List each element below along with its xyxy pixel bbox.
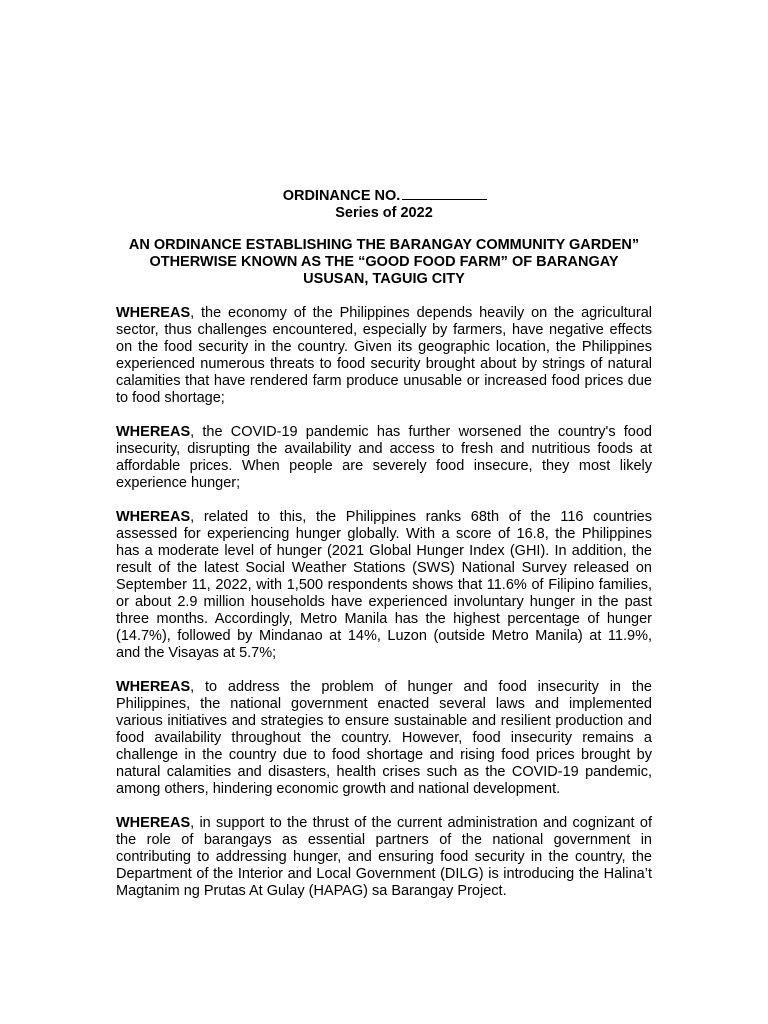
whereas-paragraph-2	[116, 424, 652, 492]
whereas-text: , related to this, the Philippines ranks 68th of the 116 countries assessed for experiencing hunger globally. With a score of 16.8, the Philippines has a moderate level of hunger (2021 Global Hunger Index (GHI). In addition, the result of the latest Social Weather Stations (SWS) National Survey released on September 11, 2022, with 1,500 respondents shows that 11.6% of Filipino families, or about 2.9 million households have experienced involuntary hunger in the past three months. Accordingly, Metro Manila has the highest percentage of hunger (14.7%), followed by Mindanao at 14%, Luzon (outside Metro Manila) at 11.9%, and the Visayas at 5.7%;	[116, 509, 652, 661]
whereas-paragraph-4	[116, 679, 652, 798]
whereas-paragraph-5	[116, 815, 652, 900]
ordinance-number-blank	[402, 186, 487, 200]
whereas-lead: WHEREAS	[116, 679, 191, 695]
whereas-lead: WHEREAS	[116, 424, 191, 440]
ordinance-body	[116, 305, 652, 917]
ordinance-title: AN ORDINANCE ESTABLISHING THE BARANGAY COMMUNITY GARDEN” OTHERWISE KNOWN AS THE “GOOD FOOD FARM” OF BARANGAY USUSAN, TAGUIG CITY	[128, 237, 640, 287]
whereas-text: , to address the problem of hunger and food insecurity in the Philippines, the national government enacted several laws and implemented various initiatives and strategies to ensure sustainable and resilient production and food availability throughout the country. However, food insecurity remains a challenge in the country due to food shortage and rising food prices brought by natural calamities and disasters, health crises such as the COVID-19 pandemic, among others, hindering economic growth and national development.	[116, 679, 652, 797]
whereas-paragraph-1	[116, 305, 652, 407]
ordinance-header	[0, 186, 768, 222]
whereas-lead: WHEREAS	[116, 305, 191, 321]
ordinance-number-label: ORDINANCE NO.	[282, 188, 401, 204]
whereas-lead: WHEREAS	[116, 815, 191, 831]
whereas-lead: WHEREAS	[116, 509, 191, 525]
whereas-text: , the COVID-19 pandemic has further worsened the country's food insecurity, disrupting the availability and access to fresh and nutritious foods at affordable prices. When people are severely food insecure, they most likely experience hunger;	[116, 424, 652, 491]
whereas-paragraph-3	[116, 509, 652, 662]
ordinance-number-line	[1, 186, 768, 205]
series-line: Series of 2022	[335, 205, 433, 221]
whereas-text: , in support to the thrust of the current administration and cognizant of the role of barangays as essential partners of the national government in contributing to addressing hunger, and ensuring food security in the country, the Department of the Interior and Local Government (DILG) is introducing the Halina’t Magtanim ng Prutas At Gulay (HAPAG) sa Barangay Project.	[116, 815, 652, 899]
whereas-text: , the economy of the Philippines depends heavily on the agricultural sector, thus challenges encountered, especially by farmers, have negative effects on the food security in the country. Given its geographic location, the Philippines experienced numerous threats to food security brought about by strings of natural calamities that have rendered farm produce unusable or increased food prices due to food shortage;	[116, 305, 652, 406]
